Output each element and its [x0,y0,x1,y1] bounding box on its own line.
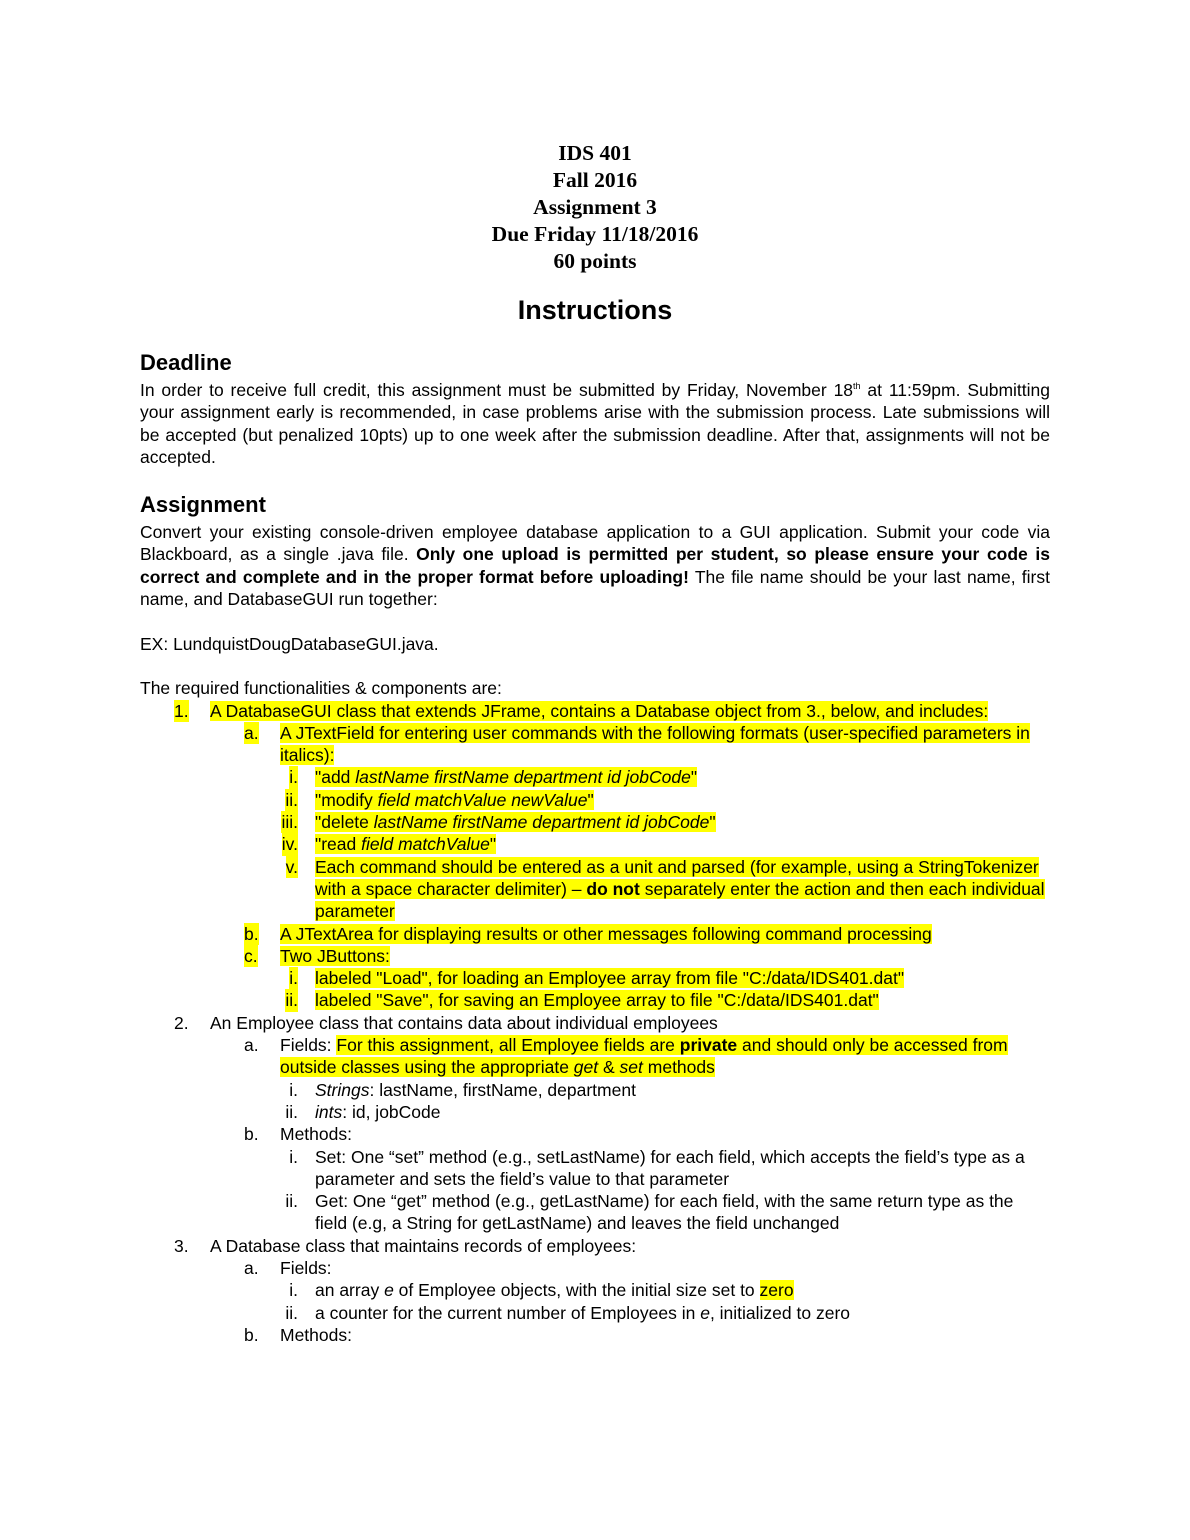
list-item-cmd-add: i. "add lastName firstName department id jobCode" [289,767,698,788]
points-value: 60 points [553,249,637,273]
list-item-gui-class: 1. A DatabaseGUI class that extends JFrame, contains a Database object from 3., below, and includes: [174,700,989,721]
list-item-jbuttons: c. Two JButtons: [244,945,390,966]
list-item-employee-class: 2. An Employee class that contains data about individual employees [174,1012,718,1033]
list-item-cmd-modify: ii. "modify field matchValue newValue" [285,789,594,810]
course-header [140,140,1050,275]
requirements-list [140,700,1050,1347]
list-item-get-methods: ii. Get: One “get” method (e.g., getLastName) for each field, with the same return type as the field (e.g, a String for getLastName) and leaves the field unchanged [285,1191,1014,1234]
course-term: Fall 2016 [552,168,638,192]
assignment-heading: Assignment [140,492,266,518]
page-title: Instructions [517,295,673,325]
list-item-employee-array: i. an array e of Employee objects, with the initial size set to zero [289,1280,794,1301]
deadline-heading: Deadline [140,350,232,375]
document-page [140,140,1050,1346]
list-item-load-button: i. labeled "Load", for loading an Employee array from file "C:/data/IDS401.dat" [289,968,905,989]
list-item-string-fields: i. Strings: lastName, firstName, department [289,1079,636,1100]
list-item-jtextarea: b. A JTextArea for displaying results or other messages following command processing [244,923,932,944]
list-item-int-fields: ii. ints: id, jobCode [285,1101,441,1122]
list-item-save-button: ii. labeled "Save", for saving an Employee array to file "C:/data/IDS401.dat" [285,990,879,1011]
list-item-cmd-delete: iii. "delete lastName firstName department id jobCode" [281,812,716,833]
list-item-cmd-read: iv. "read field matchValue" [281,834,497,855]
list-item-database-methods: b. Methods: [244,1324,352,1345]
due-date: Due Friday 11/18/2016 [491,222,699,246]
list-item-jtextfield: a. A JTextField for entering user commands with the following formats (user-specified parameters in italics): [244,722,1030,766]
assignment-paragraph: Convert your existing console-driven employee database application to a GUI application. Submit your code via Blackboard, as a single .java file. Only one upload is permitted per student, so please ensure your code is correct and complete and in the proper format before uploading! The file name should be your last name, first name, and DatabaseGUI run together: [140,522,1050,610]
deadline-paragraph: In order to receive full credit, this assignment must be submitted by Friday, November 18th at 11:59pm. Submitting your assignment early is recommended, in case problems arise with the submission process. Late submissions will be accepted (but penalized 10pts) up to one week after the submission deadline. After that, assignments will not be accepted. [140,380,1050,467]
requirements-intro: The required functionalities & components are: [140,678,502,699]
list-item-database-fields: a. Fields: [244,1257,332,1278]
list-item-employee-methods: b. Methods: [244,1124,352,1145]
list-item-employee-fields: a. Fields: For this assignment, all Employee fields are private and should only be accessed from outside classes using the appropriate get & set methods [244,1035,1008,1078]
course-code: IDS 401 [558,141,632,165]
list-item-set-methods: i. Set: One “set” method (e.g., setLastName) for each field, which accepts the field’s type as a parameter and sets the field’s value to that parameter [289,1146,1025,1189]
list-item-employee-counter: ii. a counter for the current number of Employees in e, initialized to zero [285,1302,851,1323]
example-filename: EX: LundquistDougDatabaseGUI.java. [140,633,439,654]
assignment-number: Assignment 3 [533,195,657,219]
list-item-database-class: 3. A Database class that maintains records of employees: [174,1235,637,1256]
list-item-cmd-parsing: v. Each command should be entered as a unit and parsed (for example, using a StringTokenizer with a space character delimiter) – do not separately enter the action and then each individual parameter [285,856,1045,922]
